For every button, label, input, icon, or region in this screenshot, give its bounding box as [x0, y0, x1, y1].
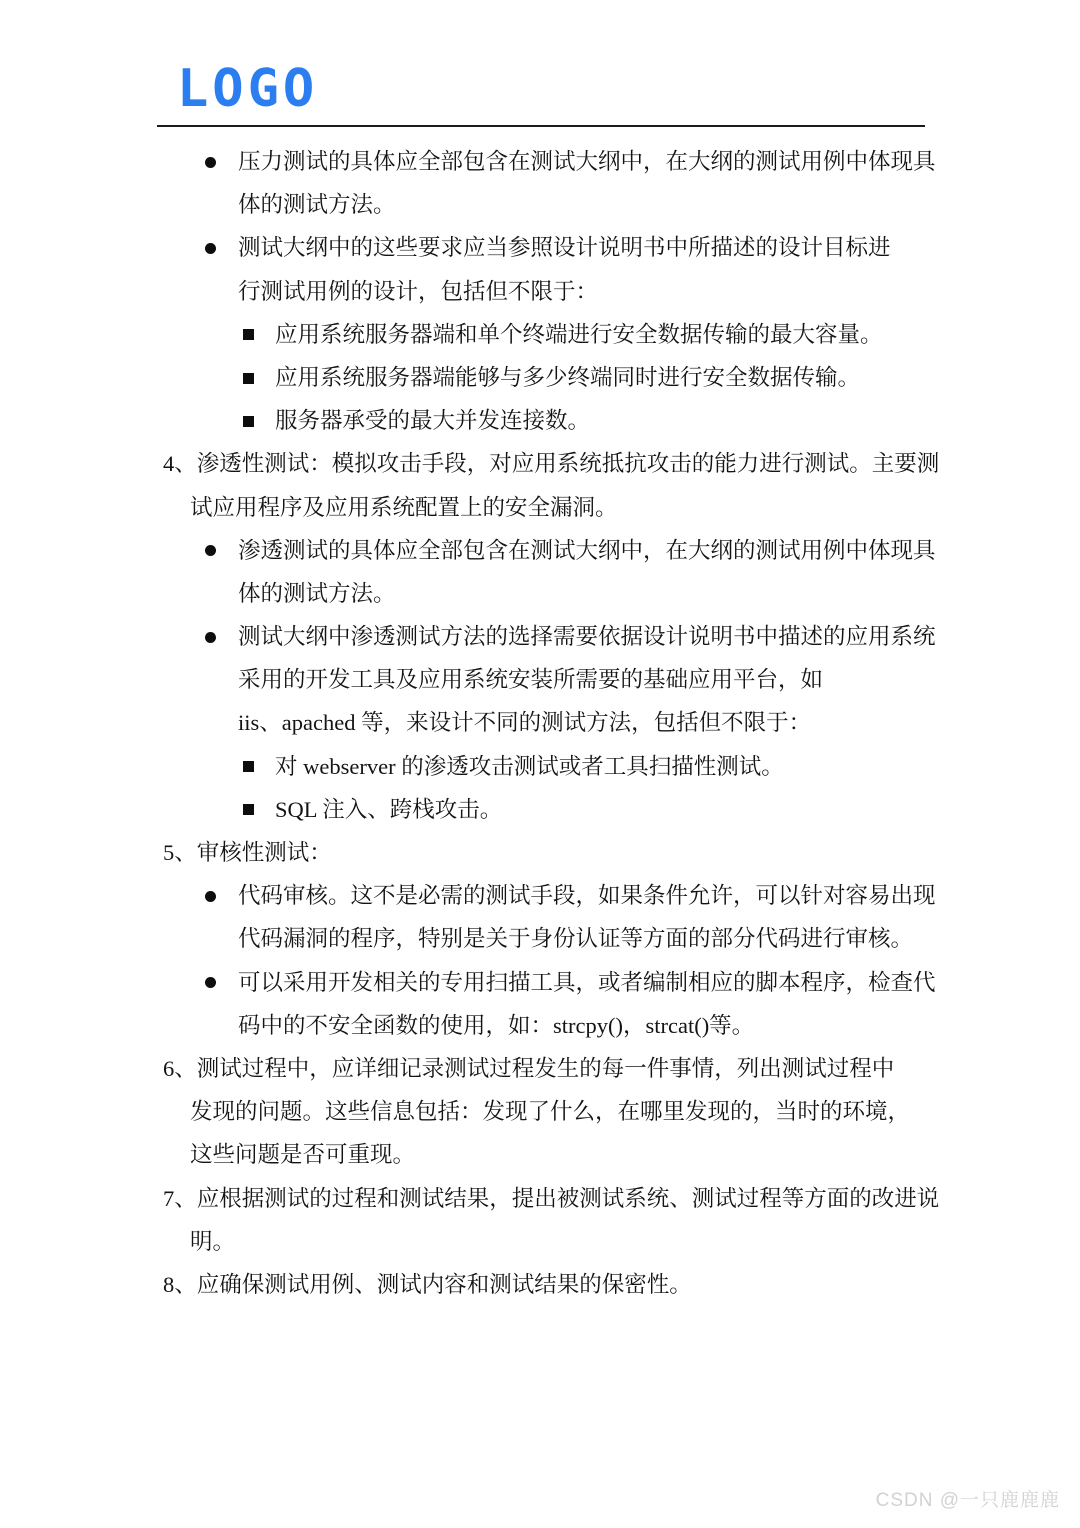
bullet-square-icon	[243, 416, 254, 427]
document-body	[0, 140, 1080, 1306]
text-line	[0, 1047, 1080, 1090]
line-text: 6、测试过程中，应详细记录测试过程发生的每一件事情，列出测试过程中	[163, 1055, 895, 1081]
text-line	[0, 140, 1080, 183]
line-text: 这些问题是否可重现。	[190, 1142, 416, 1168]
text-line	[0, 572, 1080, 615]
text-line	[0, 313, 1080, 356]
line-text: 发现的问题。这些信息包括：发现了什么，在哪里发现的，当时的环境，	[190, 1099, 911, 1125]
text-line	[0, 1177, 1080, 1220]
line-text: iis、apached 等，来设计不同的测试方法，包括但不限于：	[238, 710, 812, 736]
line-text: SQL 注入、跨栈攻击。	[275, 796, 503, 822]
line-text: 采用的开发工具及应用系统安装所需要的基础应用平台，如	[238, 667, 824, 693]
text-line	[0, 615, 1080, 658]
line-text: 压力测试的具体应全部包含在测试大纲中，在大纲的测试用例中体现具	[238, 149, 936, 174]
line-text: 行测试用例的设计，包括但不限于：	[238, 278, 599, 304]
text-line	[0, 917, 1080, 960]
text-line	[0, 399, 1080, 442]
line-text: 体的测试方法。	[238, 580, 396, 606]
text-line	[0, 270, 1080, 313]
text-line	[0, 874, 1080, 917]
bullet-dot-icon	[205, 977, 216, 988]
line-text: 码中的不安全函数的使用，如：strcpy()，strcat()等。	[238, 1012, 755, 1038]
page-header	[157, 60, 925, 135]
text-line	[0, 701, 1080, 744]
line-text: 可以采用开发相关的专用扫描工具，或者编制相应的脚本程序，检查代	[238, 969, 936, 995]
line-text: 测试大纲中渗透测试方法的选择需要依据设计说明书中描述的应用系统	[238, 624, 936, 650]
line-text: 对 webserver 的渗透攻击测试或者工具扫描性测试。	[275, 753, 784, 779]
line-text: 明。	[190, 1228, 236, 1254]
text-line	[0, 1220, 1080, 1263]
text-line	[0, 356, 1080, 399]
text-line	[0, 831, 1080, 874]
text-line	[0, 1263, 1080, 1306]
line-text: 体的测试方法。	[238, 192, 396, 218]
bullet-dot-icon	[205, 632, 216, 643]
line-text: 代码漏洞的程序，特别是关于身份认证等方面的部分代码进行审核。	[238, 926, 914, 952]
line-text: 应用系统服务器端和单个终端进行安全数据传输的最大容量。	[275, 321, 883, 347]
logo: LOGO	[177, 59, 319, 119]
bullet-square-icon	[243, 761, 254, 772]
bullet-dot-icon	[205, 157, 216, 168]
line-text: 试应用程序及应用系统配置上的安全漏洞。	[190, 494, 618, 520]
csdn-watermark: CSDN @一只鹿鹿鹿	[875, 1490, 1060, 1511]
text-line	[0, 1004, 1080, 1047]
line-text: 服务器承受的最大并发连接数。	[275, 408, 591, 434]
line-text: 4、渗透性测试：模拟攻击手段，对应用系统抵抗攻击的能力进行测试。主要测	[163, 451, 940, 477]
text-line	[0, 788, 1080, 831]
text-line	[0, 1090, 1080, 1133]
line-text: 7、应根据测试的过程和测试结果，提出被测试系统、测试过程等方面的改进说	[163, 1185, 940, 1211]
line-text: 渗透测试的具体应全部包含在测试大纲中，在大纲的测试用例中体现具	[238, 537, 936, 563]
text-line	[0, 486, 1080, 529]
header-divider	[157, 125, 925, 127]
line-text: 代码审核。这不是必需的测试手段，如果条件允许，可以针对容易出现	[238, 883, 936, 909]
text-line	[0, 658, 1080, 701]
bullet-dot-icon	[205, 243, 216, 254]
text-line	[0, 183, 1080, 226]
bullet-square-icon	[243, 329, 254, 340]
bullet-dot-icon	[205, 545, 216, 556]
bullet-dot-icon	[205, 891, 216, 902]
line-text: 应用系统服务器端能够与多少终端同时进行安全数据传输。	[275, 364, 861, 390]
text-line	[0, 226, 1080, 269]
bullet-square-icon	[243, 804, 254, 815]
text-line	[0, 529, 1080, 572]
text-line	[0, 961, 1080, 1004]
text-line	[0, 442, 1080, 485]
bullet-square-icon	[243, 373, 254, 384]
line-text: 8、应确保测试用例、测试内容和测试结果的保密性。	[163, 1271, 692, 1297]
text-line	[0, 1133, 1080, 1176]
text-line	[0, 745, 1080, 788]
line-text: 5、审核性测试：	[163, 840, 332, 865]
line-text: 测试大纲中的这些要求应当参照设计说明书中所描述的设计目标进	[238, 235, 891, 261]
